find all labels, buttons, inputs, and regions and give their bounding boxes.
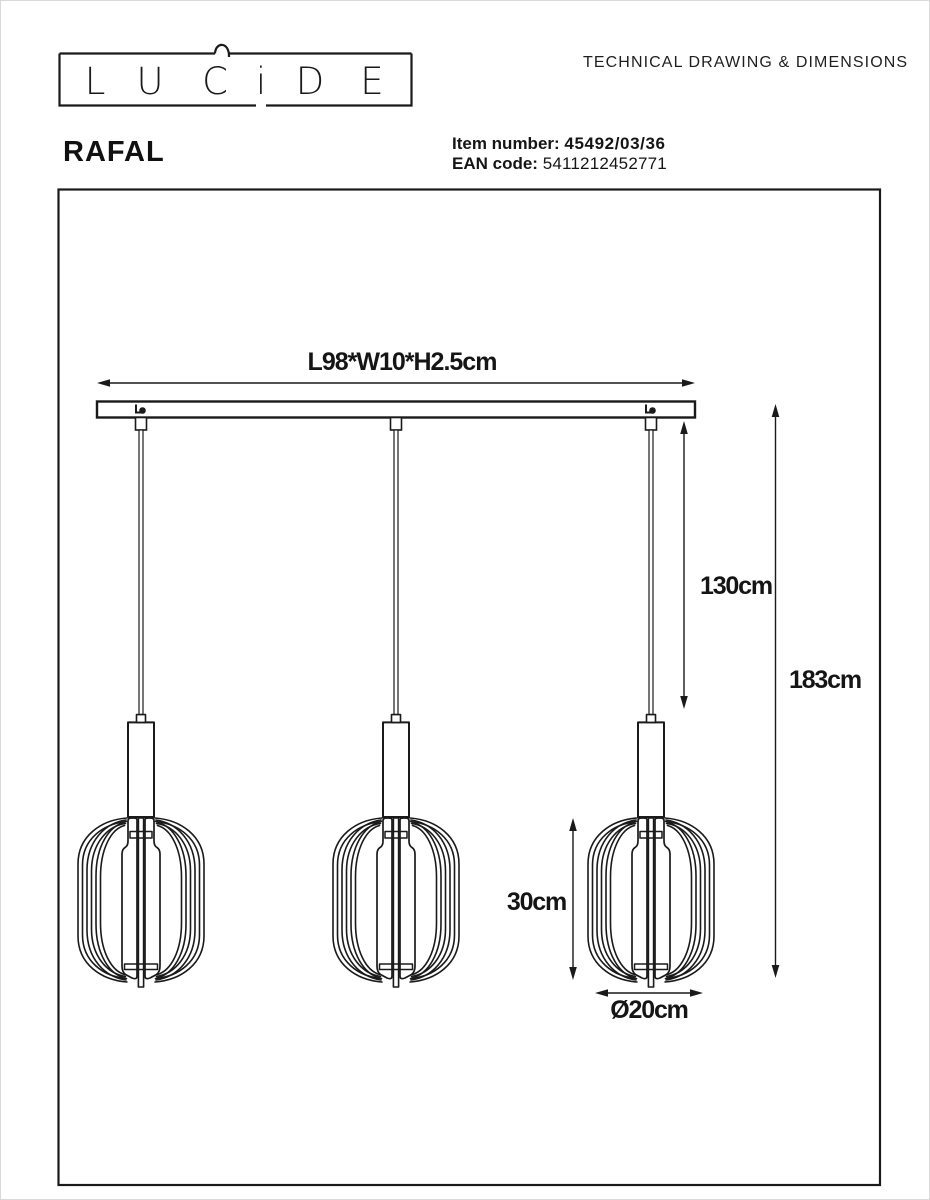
item-number-label: Item number:	[452, 134, 560, 153]
product-name: RAFAL	[63, 136, 165, 168]
pendant-lamp-center	[333, 715, 459, 987]
pendant-cord-left	[136, 418, 147, 715]
pendant-lamp-left	[78, 715, 204, 987]
dimension-label-shade-diameter: Ø20cm	[610, 996, 688, 1024]
brand-letter-e: E	[360, 60, 384, 103]
pendant-cord-right	[646, 418, 657, 715]
ceiling-bar	[97, 402, 695, 418]
drawing-frame	[59, 190, 881, 1186]
document-title: TECHNICAL DRAWING & DIMENSIONS	[583, 54, 909, 71]
logo-box-outline	[60, 54, 412, 106]
ean-value: 5411212452771	[542, 154, 667, 173]
ean-label: EAN code:	[452, 154, 538, 173]
brand-letter-d: D	[295, 60, 325, 103]
dimension-label-shade-height: 30cm	[506, 888, 566, 916]
pendant-cord-center	[391, 418, 402, 715]
dimension-bar-size	[97, 379, 695, 387]
pendant-lamp-right	[588, 715, 714, 987]
brand-letter-c: C	[202, 60, 228, 103]
brand-logo	[60, 45, 412, 106]
item-number-value: 45492/03/36	[564, 134, 666, 153]
dimension-label-suspension-length: 130cm	[700, 572, 772, 600]
dimension-total-height	[772, 404, 780, 978]
dimension-label-bar-size: L98*W10*H2.5cm	[307, 348, 497, 376]
dimension-label-total-height: 183cm	[789, 666, 861, 694]
brand-letter-i: i	[255, 60, 267, 103]
brand-letter-l: L	[84, 60, 106, 103]
logo-hook	[215, 45, 229, 57]
brand-letter-u: U	[136, 60, 164, 103]
brand-letters	[85, 60, 384, 103]
dimension-suspension-length	[680, 421, 688, 709]
dimension-shade-height	[569, 818, 577, 980]
